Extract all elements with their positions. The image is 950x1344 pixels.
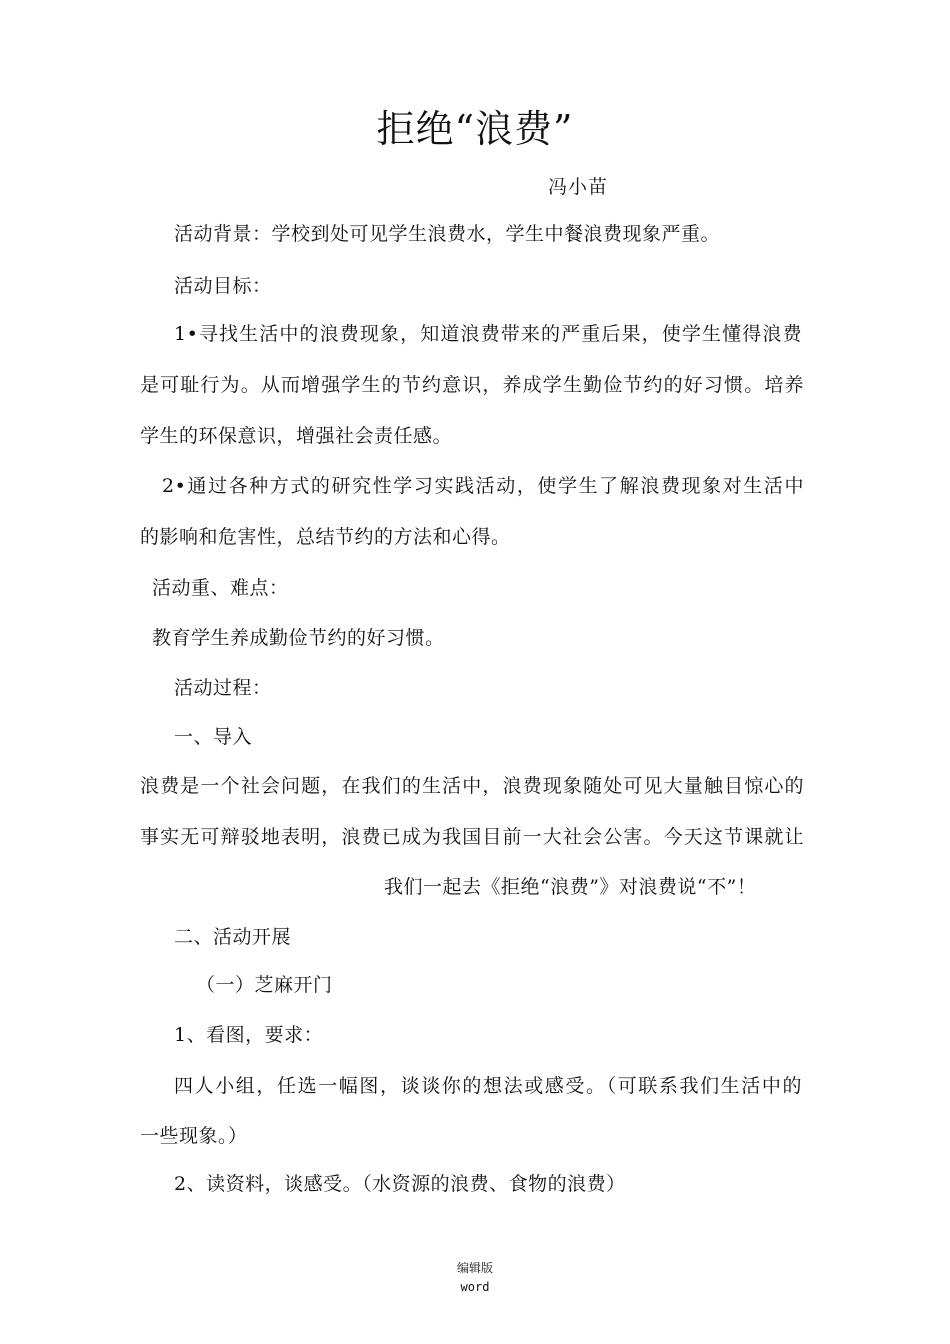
step1-heading: 1、看图，要求： xyxy=(174,1024,324,1046)
intro-line1: 浪费是一个社会问题，在我们的生活中，浪费现象随处可见大量触目惊心的 xyxy=(140,775,804,797)
author-name: 冯小苗 xyxy=(548,176,609,198)
key-points-text: 教育学生养成勤俭节约的好习惯。 xyxy=(152,627,445,649)
intro-line2: 事实无可辩驳地表明，浪费已成为我国目前一大社会公害。今天这节课就让 xyxy=(140,826,804,848)
section-activity-heading: 二、活动开展 xyxy=(174,926,292,948)
intro-line3: 我们一起去《拒绝“浪费”》对浪费说“不”！ xyxy=(384,876,757,898)
goal1-line2: 是可耻行为。从而增强学生的节约意识，养成学生勤俭节约的好习惯。培养 xyxy=(140,374,804,396)
process-heading: 活动过程： xyxy=(174,677,272,699)
step1-line2: 一些现象。） xyxy=(140,1125,248,1147)
key-points-heading: 活动重、难点： xyxy=(152,577,289,599)
goal2-line2: 的影响和危害性，总结节约的方法和心得。 xyxy=(140,526,511,548)
goal1-line1: 1•寻找生活中的浪费现象，知道浪费带来的严重后果，使学生懂得浪费 xyxy=(174,323,802,345)
goal1-line3: 学生的环保意识，增强社会责任感。 xyxy=(140,425,453,447)
step1-line1: 四人小组，任选一幅图，谈谈你的想法或感受。（可联系我们生活中的 xyxy=(174,1075,802,1097)
footer-label-cn: 编辑版 xyxy=(456,1261,493,1275)
subsection-heading: （一）芝麻开门 xyxy=(196,974,333,996)
activity-background: 活动背景：学校到处可见学生浪费水，学生中餐浪费现象严重。 xyxy=(174,223,721,245)
document-title: 拒绝“浪费” xyxy=(376,107,574,151)
section-intro-heading: 一、导入 xyxy=(174,726,253,748)
goal-heading: 活动目标： xyxy=(174,275,272,297)
step2-heading: 2、读资料，谈感受。（水资源的浪费、食物的浪费） xyxy=(174,1173,626,1195)
goal2-line1: 2•通过各种方式的研究性学习实践活动，使学生了解浪费现象对生活中 xyxy=(162,475,804,497)
footer-label-en: word xyxy=(460,1280,490,1294)
